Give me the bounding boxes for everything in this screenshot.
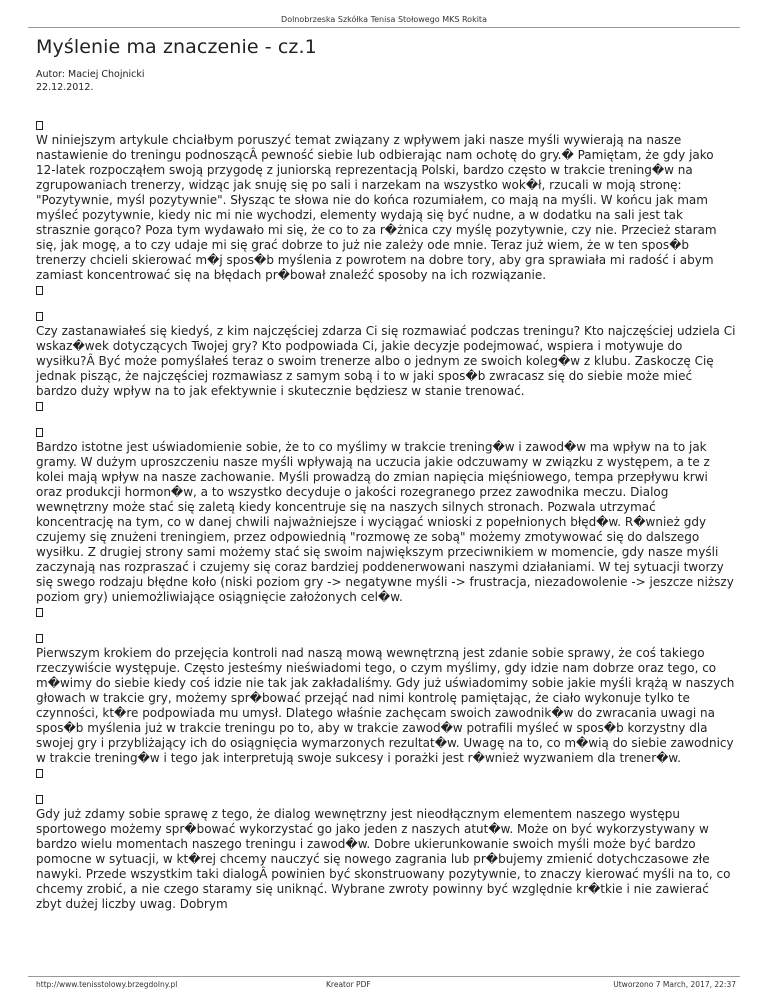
footer-created: Utworzono 7 March, 2017, 22:37 (613, 980, 736, 989)
missing-glyph-icon (36, 118, 736, 133)
missing-glyph-icon (36, 631, 736, 646)
article-body (36, 118, 736, 923)
missing-glyph-icon (36, 283, 736, 298)
paragraph-text: Bardzo istotne jest uświadomienie sobie, że to co myślimy w trakcie trening�w i zawod�w ma wpływ na to jak gramy. W dużym uproszczeniu nasze myśli wpływają na uczucia jakie odczuwamy w związku z występem, a te z kolei mają wpływ na nasze zachowanie. Myśli prowadzą do zmian napięcia mięśniowego, tempa przepływu krwi oraz produkcji hormon�w, a to wszystko decyduje o jakości rozegranego przez zawodnika meczu. Dialog wewnętrzny może stać się zaletą kiedy koncentruje się na naszych silnych stronach. Pozwala utrzymać koncentrację na tym, co w danej chwili najważniejsze i wyciągać wnioski z popełnionych błęd�w. R�wnież gdy czujemy się znużeni treningiem, przez odpowiednią "rozmowę ze sobą" możemy zmotywować się do dalszego wysiłku. Z drugiej strony sami możemy stać się swoim największym przeciwnikiem w momencie, gdy nasze myśli zaczynają nas rozpraszać i czujemy się coraz bardziej poddenerwowani naszymi działaniami. W tej sytuacji tworzy się swego rodzaju błędne koło (niski poziom gry -> negatywne myśli -> frustracja, niezadowolenie -> jeszcze niższy poziom gry) uniemożliwiające osiągnięcie założonych cel�w. (36, 440, 734, 604)
article-date: 22.12.2012. (36, 82, 94, 93)
paragraph-text: Pierwszym krokiem do przejęcia kontroli nad naszą mową wewnętrzną jest zdanie sobie sprawy, że coś takiego rzeczywiście występuje. Często jesteśmy nieświadomi tego, o czym myślimy, gdy idzie nam dobrze oraz tego, co m�wimy do siebie kiedy coś idzie nie tak jak zakładaliśmy. Gdy już uświadomimy sobie jakie myśli krążą w naszych głowach w trakcie gry, możemy spr�bować przejąć nad nimi kontrolę pamiętając, że ciało wykonuje tylko te czynności, kt�re podpowiada mu umysł. Dlatego właśnie zachęcam swoich zawodnik�w do zwracania uwagi na spos�b myślenia już w trakcie treningu po to, aby w trakcie zawod�w potrafili myśleć w spos�b korzystny dla swojej gry i przybliżający ich do osiągnięcia wymarzonych rezultat�w. Uwagę na to, co m�wią do siebie zawodnicy w trakcie trening�w i tego jak interpretują swoje sukcesy i porażki jest r�wnież wyzwaniem dla trener�w. (36, 646, 735, 765)
missing-glyph-icon (36, 766, 736, 781)
article-meta (36, 68, 145, 94)
site-header: Dolnobrzeska Szkółka Tenisa Stołowego MKS Rokita (281, 15, 487, 24)
header-divider (28, 27, 740, 28)
missing-glyph-icon (36, 399, 736, 414)
page-footer (36, 980, 736, 992)
paragraph (36, 425, 736, 620)
paragraph (36, 792, 736, 912)
paragraph-text: Gdy już zdamy sobie sprawę z tego, że dialog wewnętrzny jest nieodłącznym elementem naszego występu sportowego możemy spr�bować wykorzystać go jako jeden z naszych atut�w. Może on być wykorzystywany w bardzo wielu momentach naszego treningu i zawod�w. Dobre ukierunkowanie swoich myśli może być bardzo pomocne w sytuacji, w kt�rej chcemy nauczyć się nowego zagrania lub pr�bujemy zmienić dotychczasowe złe nawyki. Przede wszystkim taki dialogÂ powinien być skonstruowany pozytywnie, to znaczy kierować myśli na to, co chcemy zrobić, a nie czego staramy się uniknąć. Wybrane zwroty powinny być względnie kr�tkie i nie zawierać zbyt dużej liczby uwag. Dobrym (36, 807, 731, 911)
missing-glyph-icon (36, 605, 736, 620)
footer-url[interactable]: http://www.tenisstolowy.brzegdolny.pl (36, 980, 178, 989)
paragraph (36, 631, 736, 781)
paragraph-text: W niniejszym artykule chciałbym poruszyć temat związany z wpływem jaki nasze myśli wywierają na nasze nastawienie do treningu podnoszącÂ pewność siebie lub odbierając nam ochotę do gry.� Pamiętam, że gdy jako 12-latek rozpocząłem swoją przygodę z juniorską reprezentacją Polski, bardzo często w trakcie trening�w na zgrupowaniach trenerzy, widząc jak snuję się po sali i narzekam na wszystko wok�ł, rzucali w moją stronę: "Pozytywnie, myśl pozytywnie". Słysząc te słowa nie do końca rozumiałem, co mają na myśli. W końcu jak mam myśleć pozytywnie, kiedy nic mi nie wychodzi, elementy wydają się być nudne, a w dodatku na sali jest tak strasznie gorąco? Poza tym wydawało mi się, że co to za r�żnica czy myślę pozytywnie, czy nie. Przecież staram się, jak mogę, a to czy udaje mi się grać dobrze to już nie zależy ode mnie. Teraz już wiem, że w ten spos�b trenerzy chcieli skierować m�j spos�b myślenia z powrotem na dobre tory, aby gra sprawiała mi radość i abym zamiast koncentrować się na błędach pr�bował znaleźć sposoby na ich rozwiązanie. (36, 133, 717, 282)
footer-divider (28, 976, 740, 977)
paragraph (36, 118, 736, 298)
paragraph-text: Czy zastanawiałeś się kiedyś, z kim najczęściej zdarza Ci się rozmawiać podczas treningu? Kto najczęściej udziela Ci wskaz�wek dotyczących Twojej gry? Kto podpowiada Ci, jakie decyzje podejmować, wspiera i motywuje do wysiłku?Â Być może pomyślałeś teraz o swoim trenerze albo o jednym ze swoich koleg�w z klubu. Zaskoczę Cię jednak pisząc, że najczęściej rozmawiasz z samym sobą i to w jaki spos�b zwracasz się do siebie może mieć bardzo duży wpływ na to jak efektywnie i skutecznie będziesz w stanie trenować. (36, 324, 736, 398)
missing-glyph-icon (36, 309, 736, 324)
footer-generator: Kreator PDF (326, 980, 371, 989)
missing-glyph-icon (36, 792, 736, 807)
author-line: Autor: Maciej Chojnicki (36, 69, 145, 80)
article-title: Myślenie ma znaczenie - cz.1 (36, 36, 317, 58)
missing-glyph-icon (36, 425, 736, 440)
paragraph (36, 309, 736, 414)
